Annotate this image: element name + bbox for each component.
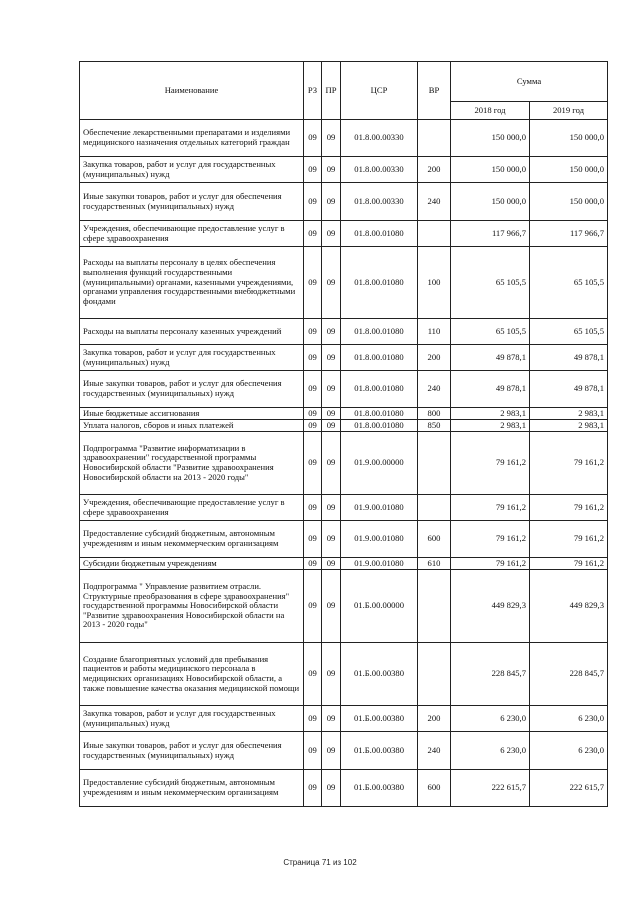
row-name: Учреждения, обеспечивающие предоставление услуг в сфере здравоохранения	[80, 495, 304, 521]
row-sum-2018: 449 829,3	[451, 570, 530, 643]
row-csr: 01.8.00.01080	[341, 420, 418, 432]
row-pr: 09	[322, 345, 341, 371]
row-pr: 09	[322, 558, 341, 570]
header-name: Наименование	[80, 62, 304, 120]
row-rz: 09	[304, 408, 322, 420]
row-sum-2018: 150 000,0	[451, 157, 530, 183]
row-rz: 09	[304, 120, 322, 157]
row-csr: 01.8.00.01080	[341, 221, 418, 247]
row-rz: 09	[304, 319, 322, 345]
row-pr: 09	[322, 432, 341, 495]
row-csr: 01.Б.00.00380	[341, 770, 418, 807]
row-sum-2018: 79 161,2	[451, 432, 530, 495]
table-row	[80, 558, 608, 570]
row-csr: 01.8.00.01080	[341, 408, 418, 420]
row-vr: 240	[418, 371, 451, 408]
row-vr: 240	[418, 732, 451, 770]
row-vr	[418, 643, 451, 706]
row-pr: 09	[322, 706, 341, 732]
row-sum-2019: 79 161,2	[530, 558, 608, 570]
row-rz: 09	[304, 706, 322, 732]
table-row	[80, 521, 608, 558]
row-sum-2019: 65 105,5	[530, 319, 608, 345]
table-row	[80, 120, 608, 157]
row-rz: 09	[304, 732, 322, 770]
row-name: Расходы на выплаты персоналу казенных учреждений	[80, 319, 304, 345]
table-row	[80, 420, 608, 432]
row-sum-2018: 228 845,7	[451, 643, 530, 706]
row-csr: 01.8.00.00330	[341, 120, 418, 157]
row-rz: 09	[304, 643, 322, 706]
row-vr: 200	[418, 157, 451, 183]
row-sum-2018: 79 161,2	[451, 521, 530, 558]
row-sum-2019: 49 878,1	[530, 371, 608, 408]
row-pr: 09	[322, 319, 341, 345]
row-sum-2019: 150 000,0	[530, 183, 608, 221]
row-rz: 09	[304, 157, 322, 183]
row-rz: 09	[304, 247, 322, 319]
row-name: Создание благоприятных условий для пребывания пациентов и работы медицинского персонала в медицинских организациях Новосибирской области, а также повышение качества оказания медицинской помощи	[80, 643, 304, 706]
row-name: Предоставление субсидий бюджетным, автономным учреждениям и иным некоммерческим организациям	[80, 770, 304, 807]
row-vr: 600	[418, 521, 451, 558]
table-row	[80, 643, 608, 706]
row-sum-2019: 2 983,1	[530, 420, 608, 432]
table-row	[80, 570, 608, 643]
row-rz: 09	[304, 420, 322, 432]
row-csr: 01.9.00.01080	[341, 521, 418, 558]
row-csr: 01.8.00.01080	[341, 247, 418, 319]
row-sum-2018: 79 161,2	[451, 558, 530, 570]
table-row	[80, 432, 608, 495]
row-vr: 200	[418, 345, 451, 371]
row-vr: 100	[418, 247, 451, 319]
row-rz: 09	[304, 521, 322, 558]
table-row	[80, 221, 608, 247]
row-sum-2018: 2 983,1	[451, 408, 530, 420]
row-csr: 01.9.00.01080	[341, 558, 418, 570]
row-rz: 09	[304, 371, 322, 408]
row-name: Закупка товаров, работ и услуг для государственных (муниципальных) нужд	[80, 706, 304, 732]
table-row	[80, 706, 608, 732]
row-vr	[418, 432, 451, 495]
row-sum-2019: 228 845,7	[530, 643, 608, 706]
row-sum-2018: 222 615,7	[451, 770, 530, 807]
row-sum-2018: 6 230,0	[451, 732, 530, 770]
row-csr: 01.8.00.01080	[341, 345, 418, 371]
row-vr: 110	[418, 319, 451, 345]
table-row	[80, 732, 608, 770]
table-row	[80, 319, 608, 345]
row-vr: 600	[418, 770, 451, 807]
row-name: Расходы на выплаты персоналу в целях обеспечения выполнения функций государственными (муниципальными) органами, казенными учреждениями, органами управления государственными внебюджетными фондами	[80, 247, 304, 319]
header-year-2018: 2018 год	[451, 102, 530, 120]
table-row	[80, 247, 608, 319]
header-csr: ЦСР	[341, 62, 418, 120]
page-footer: Страница 71 из 102	[283, 858, 357, 867]
row-sum-2018: 150 000,0	[451, 120, 530, 157]
row-sum-2019: 65 105,5	[530, 247, 608, 319]
row-csr: 01.9.00.01080	[341, 495, 418, 521]
row-rz: 09	[304, 570, 322, 643]
row-sum-2019: 150 000,0	[530, 120, 608, 157]
row-csr: 01.9.00.00000	[341, 432, 418, 495]
row-pr: 09	[322, 495, 341, 521]
row-vr: 240	[418, 183, 451, 221]
row-sum-2018: 6 230,0	[451, 706, 530, 732]
row-name: Учреждения, обеспечивающие предоставление услуг в сфере здравоохранения	[80, 221, 304, 247]
row-name: Уплата налогов, сборов и иных платежей	[80, 420, 304, 432]
header-rz: РЗ	[304, 62, 322, 120]
row-vr: 200	[418, 706, 451, 732]
row-pr: 09	[322, 371, 341, 408]
row-pr: 09	[322, 183, 341, 221]
row-vr	[418, 221, 451, 247]
header-vr: ВР	[418, 62, 451, 120]
table-row	[80, 770, 608, 807]
row-name: Закупка товаров, работ и услуг для государственных (муниципальных) нужд	[80, 345, 304, 371]
row-sum-2018: 65 105,5	[451, 319, 530, 345]
row-pr: 09	[322, 120, 341, 157]
row-pr: 09	[322, 157, 341, 183]
row-rz: 09	[304, 558, 322, 570]
row-sum-2018: 150 000,0	[451, 183, 530, 221]
row-name: Закупка товаров, работ и услуг для государственных (муниципальных) нужд	[80, 157, 304, 183]
row-sum-2018: 49 878,1	[451, 371, 530, 408]
header-year-2019: 2019 год	[530, 102, 608, 120]
row-rz: 09	[304, 432, 322, 495]
row-pr: 09	[322, 247, 341, 319]
row-name: Иные закупки товаров, работ и услуг для обеспечения государственных (муниципальных) нужд	[80, 732, 304, 770]
row-vr	[418, 120, 451, 157]
row-csr: 01.8.00.00330	[341, 157, 418, 183]
row-sum-2019: 2 983,1	[530, 408, 608, 420]
row-rz: 09	[304, 183, 322, 221]
row-sum-2018: 117 966,7	[451, 221, 530, 247]
row-vr: 610	[418, 558, 451, 570]
row-vr: 800	[418, 408, 451, 420]
table-row	[80, 371, 608, 408]
row-rz: 09	[304, 770, 322, 807]
table-row	[80, 495, 608, 521]
table-row	[80, 157, 608, 183]
row-csr: 01.8.00.01080	[341, 319, 418, 345]
row-csr: 01.Б.00.00000	[341, 570, 418, 643]
row-pr: 09	[322, 221, 341, 247]
row-sum-2018: 49 878,1	[451, 345, 530, 371]
row-sum-2019: 79 161,2	[530, 432, 608, 495]
row-csr: 01.Б.00.00380	[341, 732, 418, 770]
row-name: Субсидии бюджетным учреждениям	[80, 558, 304, 570]
row-pr: 09	[322, 732, 341, 770]
table-row	[80, 345, 608, 371]
table-body	[80, 120, 608, 807]
table-row	[80, 408, 608, 420]
budget-table	[79, 61, 608, 807]
row-pr: 09	[322, 770, 341, 807]
row-sum-2018: 79 161,2	[451, 495, 530, 521]
row-vr	[418, 570, 451, 643]
row-name: Подпрограмма "Развитие информатизации в здравоохранении" государственной программы Новосибирской области "Развитие здравоохранения Новосибирской области на 2013 - 2020 годы"	[80, 432, 304, 495]
row-sum-2019: 6 230,0	[530, 732, 608, 770]
row-name: Обеспечение лекарственными препаратами и изделиями медицинского назначения отдельных категорий граждан	[80, 120, 304, 157]
row-rz: 09	[304, 345, 322, 371]
row-pr: 09	[322, 570, 341, 643]
row-sum-2019: 117 966,7	[530, 221, 608, 247]
row-name: Иные бюджетные ассигнования	[80, 408, 304, 420]
row-name: Предоставление субсидий бюджетным, автономным учреждениям и иным некоммерческим организациям	[80, 521, 304, 558]
table-row	[80, 183, 608, 221]
row-sum-2018: 65 105,5	[451, 247, 530, 319]
row-name: Иные закупки товаров, работ и услуг для обеспечения государственных (муниципальных) нужд	[80, 183, 304, 221]
row-sum-2019: 150 000,0	[530, 157, 608, 183]
header-pr: ПР	[322, 62, 341, 120]
row-sum-2019: 222 615,7	[530, 770, 608, 807]
row-csr: 01.Б.00.00380	[341, 706, 418, 732]
row-csr: 01.8.00.00330	[341, 183, 418, 221]
row-pr: 09	[322, 408, 341, 420]
row-pr: 09	[322, 643, 341, 706]
row-vr	[418, 495, 451, 521]
table-header	[80, 62, 608, 120]
row-rz: 09	[304, 221, 322, 247]
row-csr: 01.8.00.01080	[341, 371, 418, 408]
row-csr: 01.Б.00.00380	[341, 643, 418, 706]
row-sum-2019: 6 230,0	[530, 706, 608, 732]
row-sum-2018: 2 983,1	[451, 420, 530, 432]
row-name: Подпрограмма " Управление развитием отрасли. Структурные преобразования в сфере здравоохранения" государственной программы Новосибирской области "Развитие здравоохранения Новосибирской области на 2013 - 2020 годы"	[80, 570, 304, 643]
row-sum-2019: 449 829,3	[530, 570, 608, 643]
row-sum-2019: 79 161,2	[530, 495, 608, 521]
row-name: Иные закупки товаров, работ и услуг для обеспечения государственных (муниципальных) нужд	[80, 371, 304, 408]
row-pr: 09	[322, 420, 341, 432]
row-pr: 09	[322, 521, 341, 558]
row-sum-2019: 49 878,1	[530, 345, 608, 371]
row-vr: 850	[418, 420, 451, 432]
row-rz: 09	[304, 495, 322, 521]
row-sum-2019: 79 161,2	[530, 521, 608, 558]
header-sum: Сумма	[451, 62, 608, 102]
